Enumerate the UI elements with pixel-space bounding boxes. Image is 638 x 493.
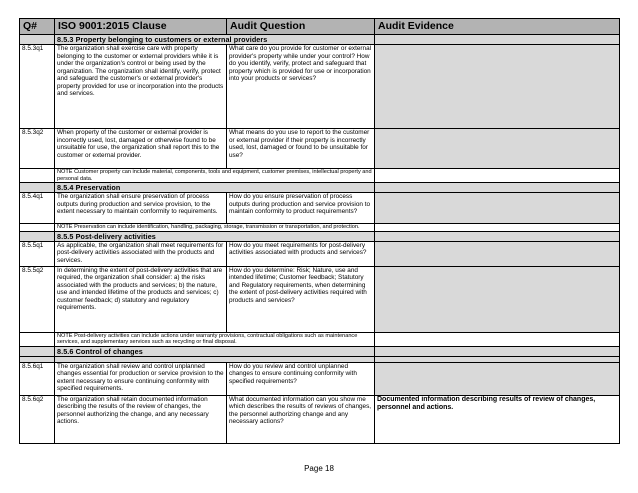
clause-text: The organization shall exercise care with property belonging to the customer or external providers while it is under the organization's control or being used by the organization. The organization shall identify, verify, protect and safeguard the customer's or external provider's property provided for use or incorporation into the products and services. <box>55 45 227 129</box>
table-row <box>20 266 620 332</box>
clause-text: The organization shall retain documented information describing the results of the review of changes, the personnel authorizing the change, and any necessary actions. <box>55 395 227 443</box>
note-text: NOTE Preservation can include identification, handling, packaging, storage, transmission or transportation, and protection. <box>55 224 375 232</box>
table-row <box>20 129 620 169</box>
note-row <box>20 332 620 346</box>
section-evidence-blank <box>375 346 620 356</box>
section-spacer <box>20 231 55 241</box>
question-id: 8.5.3q1 <box>20 45 55 129</box>
column-header-id: Q# <box>20 19 55 35</box>
section-title: 8.5.5 Post-delivery activities <box>55 231 375 241</box>
table-header-row <box>20 19 620 35</box>
audit-evidence-cell[interactable]: Documented information describing results of review of changes, personnel and actions. <box>375 395 620 443</box>
audit-question-text: How do you meet requirements for post-delivery activities associated with products and services? <box>227 241 375 266</box>
audit-evidence-cell[interactable] <box>375 193 620 224</box>
section-spacer <box>20 35 55 45</box>
question-id: 8.5.5q1 <box>20 241 55 266</box>
clause-text: The organization shall ensure preservation of process outputs during production and service provision, to the extent necessary to maintain conformity to requirements. <box>55 193 227 224</box>
column-header-clause: ISO 9001:2015 Clause <box>55 19 227 35</box>
section-evidence-blank <box>375 183 620 193</box>
audit-question-text: What care do you provide for customer or external provider's property while under your control? How do you identify, verify, protect and safeguard that property which is provided for use or incorporation into your products or services? <box>227 45 375 129</box>
note-spacer <box>20 224 55 232</box>
clause-text: As applicable, the organization shall meet requirements for post-delivery activities associated with the products and services. <box>55 241 227 266</box>
clause-text: When property of the customer or external provider is incorrectly used, lost, damaged or otherwise found to be unsuitable for use, the organization shall report this to the customer or external provider. <box>55 129 227 169</box>
audit-checklist-table <box>19 18 620 444</box>
section-evidence-blank <box>375 35 620 45</box>
section-row <box>20 35 620 45</box>
question-id: 8.5.3q2 <box>20 129 55 169</box>
question-id: 8.5.4q1 <box>20 193 55 224</box>
note-row <box>20 224 620 232</box>
section-row <box>20 183 620 193</box>
note-row <box>20 169 620 183</box>
section-evidence-blank <box>375 231 620 241</box>
section-title: 8.5.3 Property belonging to customers or external providers <box>55 35 375 45</box>
table-row <box>20 362 620 395</box>
clause-text: In determining the extent of post-delivery activities that are required, the organization shall consider: a) the risks associated with the products and services; b) the nature, use and intended lifetime of the products and services; c) customer feedback; d) statutory and regulatory requirements. <box>55 266 227 332</box>
page-number: Page 18 <box>304 464 334 473</box>
question-id: 8.5.5q2 <box>20 266 55 332</box>
table-row <box>20 45 620 129</box>
audit-question-text: How do you review and control unplanned changes to ensure continuing conformity with specified requirements? <box>227 362 375 395</box>
note-evidence-blank <box>375 332 620 346</box>
note-spacer <box>20 169 55 183</box>
section-title: 8.5.4 Preservation <box>55 183 375 193</box>
table-row <box>20 395 620 443</box>
column-header-question: Audit Question <box>227 19 375 35</box>
audit-evidence-cell[interactable] <box>375 129 620 169</box>
section-title: 8.5.6 Control of changes <box>55 346 375 356</box>
section-row <box>20 231 620 241</box>
note-text: NOTE Post-delivery activities can include actions under warranty provisions, contractual obligations such as maintenance services, and supplementary services such as recycling or final disposal. <box>55 332 375 346</box>
note-text: NOTE Customer property can include material, components, tools and equipment, customer premises, intellectual property and personal data. <box>55 169 375 183</box>
question-id: 8.5.6q1 <box>20 362 55 395</box>
section-spacer <box>20 183 55 193</box>
note-spacer <box>20 332 55 346</box>
section-row <box>20 346 620 356</box>
note-evidence-blank <box>375 224 620 232</box>
audit-question-text: How do you determine: Risk; Nature, use and intended lifetime; Customer feedback; Statutory and Regulatory requirements, when determining the extent of post-delivery activities required with products and services? <box>227 266 375 332</box>
question-id: 8.5.6q2 <box>20 395 55 443</box>
audit-question-text: How do you ensure preservation of process outputs during production and service provision to maintain conformity to product requirements? <box>227 193 375 224</box>
audit-evidence-cell[interactable] <box>375 362 620 395</box>
clause-text: The organization shall review and control unplanned changes essential for production or service provision to the extent necessary to ensure continuing conformity with specified requirements. <box>55 362 227 395</box>
section-spacer <box>20 346 55 356</box>
table-row <box>20 241 620 266</box>
column-header-evidence: Audit Evidence <box>375 19 620 35</box>
audit-evidence-cell[interactable] <box>375 45 620 129</box>
table-row <box>20 193 620 224</box>
audit-evidence-cell[interactable] <box>375 266 620 332</box>
audit-evidence-cell[interactable] <box>375 241 620 266</box>
audit-question-text: What means do you use to report to the customer or external provider if their property is incorrectly used, lost, damaged or found to be unsuitable for use? <box>227 129 375 169</box>
audit-question-text: What documented information can you show me which describes the results of reviews of changes, the personnel authorizing change and any necessary actions? <box>227 395 375 443</box>
note-evidence-blank <box>375 169 620 183</box>
